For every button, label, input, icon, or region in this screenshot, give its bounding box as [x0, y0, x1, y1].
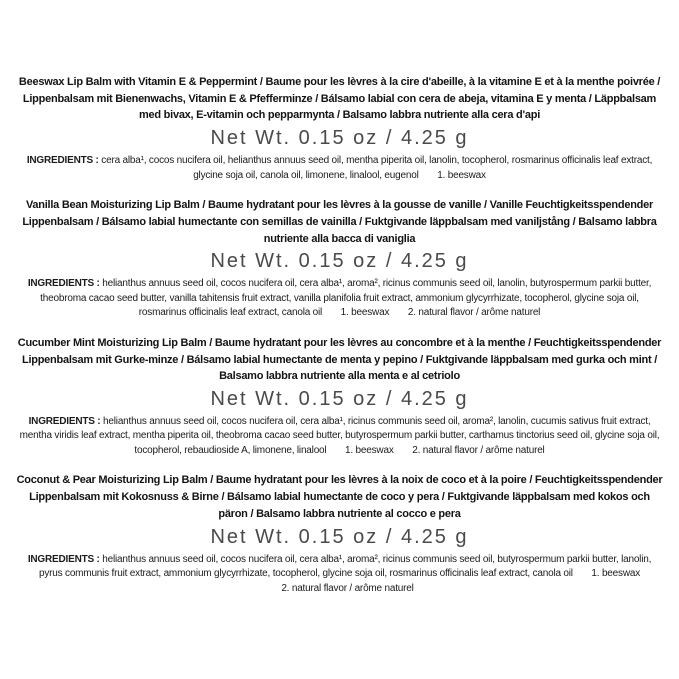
footnote-beeswax: 1. beeswax	[340, 307, 390, 319]
ingredients-text: helianthus annuus seed oil, cocos nucifera oil, cera alba¹, aroma², ricinus communis seed oil, butyrospermum parkii butter, lanolin, pyrus communis fruit extract, ammonium glycyrrhizate, tocopherol, glycine soja oil, rosmarinus officinalis leaf extract, canola oil	[38, 553, 652, 580]
footnote-beeswax: 1. beeswax	[591, 568, 641, 580]
net-weight: Net Wt. 0.15 oz / 4.25 g	[210, 387, 469, 410]
footnote-natural-flavor: 2. natural flavor / arôme naturel	[281, 582, 414, 594]
product-title: Coconut & Pear Moisturizing Lip Balm / Baume hydratant pour les lèvres à la noix de coco et à la poire / Feuchtigkeitsspendender Lippenbalsam mit Kokosnuss & Birne / Bálsamo labial humectante de coco y pera / Fuktgivande läppbalsam med kokos och päron / Balsamo labbra nutriente al cocco e pera	[16, 474, 663, 520]
ingredients-paragraph	[17, 154, 663, 183]
footnote-beeswax: 1. beeswax	[437, 169, 486, 181]
product-section-vanilla-bean	[17, 197, 663, 321]
ingredients-label: INGREDIENTS :	[28, 415, 101, 427]
product-title: Vanilla Bean Moisturizing Lip Balm / Baume hydratant pour les lèvres à la gousse de vanille / Vanille Feuchtigkeitsspendender Lippenbalsam / Bálsamo labial humectante con semillas de vainilla / Fuktgivande läppbalsam med vaniljstång / Balsamo labbra nutriente alla bacca di vaniglia	[22, 199, 657, 245]
ingredients-label: INGREDIENTS :	[27, 553, 100, 565]
ingredients-text: helianthus annuus seed oil, cocos nucifera oil, cera alba¹, aroma², ricinus communis seed oil, lanolin, butyrospermum parkii butter, theobroma cacao seed butter, vanilla tahitensis fruit extract, vanilla planifolia fruit extract, ammonium glycyrrhizate, tocopherol, glycine soja oil, rosmarinus officinalis leaf extract, canola oil	[40, 278, 652, 319]
net-weight: Net Wt. 0.15 oz / 4.25 g	[210, 250, 469, 273]
product-section-beeswax-peppermint	[17, 74, 663, 183]
product-section-coconut-pear	[17, 472, 663, 596]
ingredients-paragraph	[17, 415, 663, 459]
footnote-beeswax: 1. beeswax	[345, 444, 394, 456]
footnote-natural-flavor: 2. natural flavor / arôme naturel	[412, 444, 545, 456]
ingredients-paragraph	[17, 277, 663, 321]
product-title: Beeswax Lip Balm with Vitamin E & Peppermint / Baume pour les lèvres à la cire d'abeille, à la vitamine E et à la menthe poivrée / Lippenbalsam mit Bienenwachs, Vitamin E & Pfefferminze / Bálsamo labial con cera de abeja, vitamina E y menta / Läppbalsam med bivax, E-vitamin och pepparmynta / Balsamo labbra nutriente alla cera d'api	[18, 76, 661, 122]
net-weight: Net Wt. 0.15 oz / 4.25 g	[210, 127, 469, 150]
net-weight: Net Wt. 0.15 oz / 4.25 g	[210, 525, 469, 548]
ingredients-paragraph	[17, 553, 663, 597]
ingredients-label: INGREDIENTS :	[27, 278, 100, 290]
ingredients-text: cera alba¹, cocos nucifera oil, helianthus annuus seed oil, mentha piperita oil, lanolin, tocopherol, rosmarinus officinalis leaf extract, glycine soja oil, canola oil, limonene, linalool, eugenol	[101, 155, 653, 181]
footnote-natural-flavor: 2. natural flavor / arôme naturel	[407, 307, 541, 319]
product-section-cucumber-mint	[17, 335, 663, 459]
ingredients-label: INGREDIENTS :	[26, 155, 99, 167]
product-title: Cucumber Mint Moisturizing Lip Balm / Baume hydratant pour les lèvres au concombre et à la menthe / Feuchtigkeitsspendender Lippenbalsam mit Gurke-minze / Bálsamo labial humectante de menta y pepino / Fuktgivande läppbalsam med gurka och mint / Balsamo labbra nutriente alla menta e al cetriolo	[17, 336, 662, 383]
ingredients-text: helianthus annuus seed oil, cocos nucifera oil, cera alba¹, ricinus communis seed oil, aroma², lanolin, cucumis sativus fruit extract, mentha viridis leaf extract, mentha piperita oil, theobroma cacao seed butter, butyrospermum parkii butter, carthamus tinctorius seed oil, glycine soja oil, tocopherol, rebaudioside A, limonene, linalool	[19, 415, 660, 456]
